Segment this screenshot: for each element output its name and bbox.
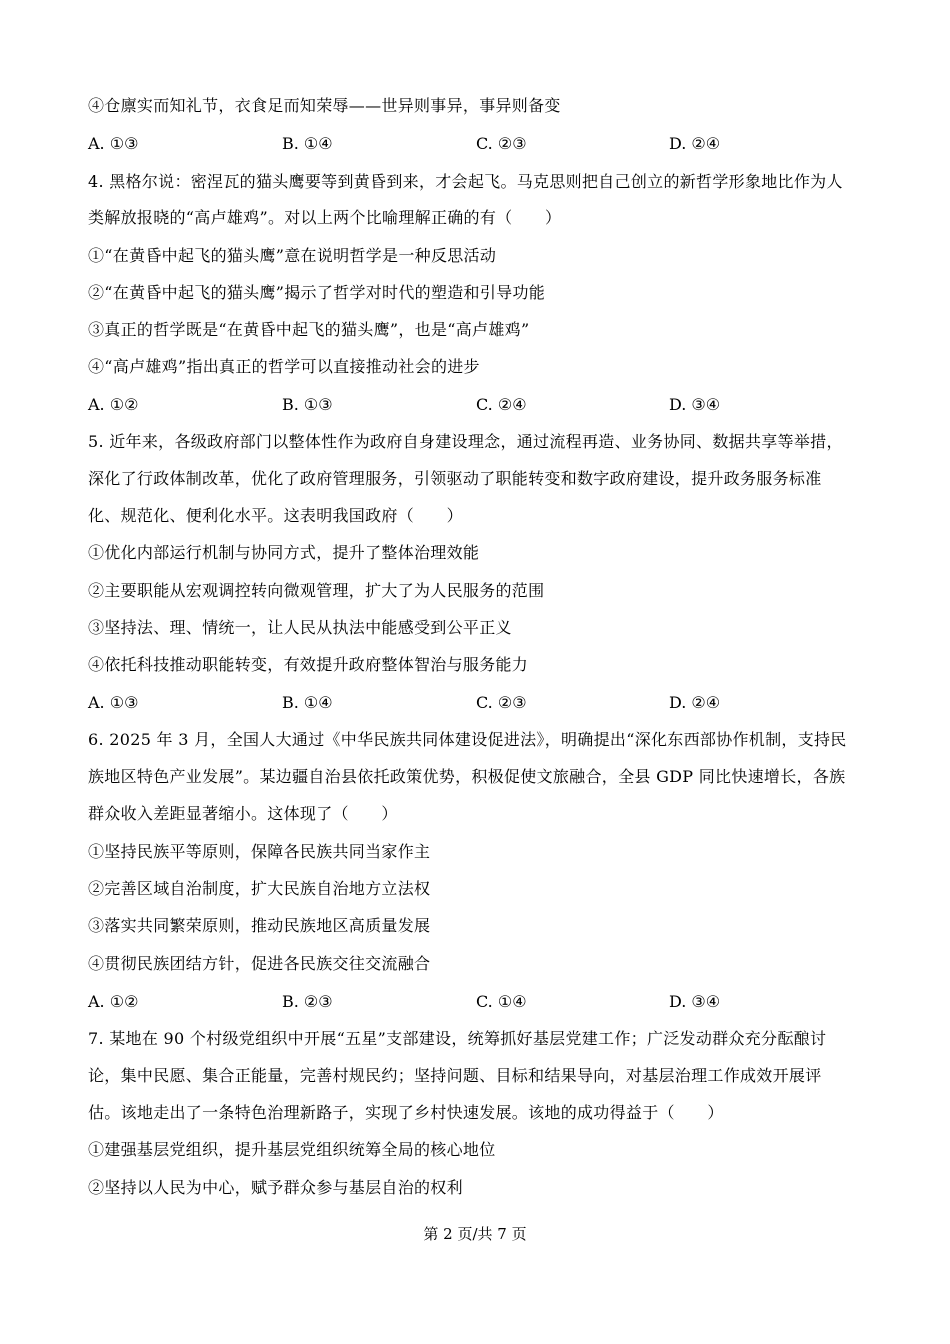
q5-option-c: C. ②③ <box>476 693 527 712</box>
q6-item-2: ②完善区域自治制度，扩大民族自治地方立法权 <box>88 879 431 898</box>
q6-item-4: ④贯彻民族团结方针，促进各民族交往交流融合 <box>88 954 431 973</box>
q4-option-d: D. ③④ <box>669 395 721 414</box>
q6-option-d: D. ③④ <box>669 992 721 1011</box>
q5-item-2: ②主要职能从宏观调控转向微观管理，扩大了为人民服务的范围 <box>88 581 545 600</box>
q5-item-4: ④依托科技推动职能转变，有效提升政府整体智治与服务能力 <box>88 655 529 674</box>
q4-option-a: A. ①② <box>88 395 139 414</box>
q5-option-d: D. ②④ <box>669 693 721 712</box>
q5-option-a: A. ①③ <box>88 693 139 712</box>
q6-option-b: B. ②③ <box>282 992 333 1011</box>
q3-option-b: B. ①④ <box>282 134 333 153</box>
q7-item-1: ①建强基层党组织，提升基层党组织统筹全局的核心地位 <box>88 1140 496 1159</box>
q4-option-b: B. ①③ <box>282 395 333 414</box>
q5-stem-line-2: 深化了行政体制改革，优化了政府管理服务，引领驱动了职能转变和数字政府建设，提升政务服务标准 <box>88 469 822 488</box>
q5-stem-line-3: 化、规范化、便利化水平。这表明我国政府（ ） <box>88 506 463 525</box>
q6-option-a: A. ①② <box>88 992 139 1011</box>
q4-stem-line-1: 4. 黑格尔说：密涅瓦的猫头鹰要等到黄昏到来，才会起飞。马克思则把自己创立的新哲学形象地比作为人 <box>88 172 843 191</box>
q6-option-c: C. ①④ <box>476 992 527 1011</box>
q5-item-1: ①优化内部运行机制与协同方式，提升了整体治理效能 <box>88 543 480 562</box>
q5-stem-line-1: 5. 近年来，各级政府部门以整体性作为政府自身建设理念，通过流程再造、业务协同、数据共享等举措， <box>88 432 843 451</box>
q3-option-d: D. ②④ <box>669 134 721 153</box>
q7-stem-line-3: 估。该地走出了一条特色治理新路子，实现了乡村快速发展。该地的成功得益于（ ） <box>88 1103 724 1122</box>
q7-stem-line-1: 7. 某地在 90 个村级党组织中开展“五星”支部建设，统筹抓好基层党建工作；广泛发动群众充分酝酿讨 <box>88 1029 827 1048</box>
q6-item-1: ①坚持民族平等原则，保障各民族共同当家作主 <box>88 842 431 861</box>
q3-item-4: ④仓廪实而知礼节，衣食足而知荣辱——世异则事异，事异则备变 <box>88 96 561 115</box>
q7-stem-line-2: 论，集中民愿、集合正能量，完善村规民约；坚持问题、目标和结果导向，对基层治理工作成效开展评 <box>88 1066 822 1085</box>
q7-item-2: ②坚持以人民为中心，赋予群众参与基层自治的权利 <box>88 1178 463 1197</box>
q5-option-b: B. ①④ <box>282 693 333 712</box>
q3-option-c: C. ②③ <box>476 134 527 153</box>
q6-item-3: ③落实共同繁荣原则，推动民族地区高质量发展 <box>88 916 431 935</box>
q4-item-2: ②“在黄昏中起飞的猫头鹰”揭示了哲学对时代的塑造和引导功能 <box>88 283 546 302</box>
q4-item-4: ④“高卢雄鸡”指出真正的哲学可以直接推动社会的进步 <box>88 357 480 376</box>
q3-option-a: A. ①③ <box>88 134 139 153</box>
q6-stem-line-1: 6. 2025 年 3 月，全国人大通过《中华民族共同体建设促进法》，明确提出“深化东西部协作机制，支持民 <box>88 730 847 749</box>
q5-item-3: ③坚持法、理、情统一，让人民从执法中能感受到公平正义 <box>88 618 512 637</box>
q6-stem-line-2: 族地区特色产业发展”。某边疆自治县依托政策优势，积极促使文旅融合，全县 GDP 同比快速增长，各族 <box>88 767 846 786</box>
q6-stem-line-3: 群众收入差距显著缩小。这体现了（ ） <box>88 804 398 823</box>
page-number-footer: 第 2 页/共 7 页 <box>423 1225 527 1243</box>
q4-option-c: C. ②④ <box>476 395 527 414</box>
q4-item-1: ①“在黄昏中起飞的猫头鹰”意在说明哲学是一种反思活动 <box>88 246 497 265</box>
q4-item-3: ③真正的哲学既是“在黄昏中起飞的猫头鹰”，也是“高卢雄鸡” <box>88 320 530 339</box>
q4-stem-line-2: 类解放报晓的“高卢雄鸡”。对以上两个比喻理解正确的有（ ） <box>88 208 562 227</box>
